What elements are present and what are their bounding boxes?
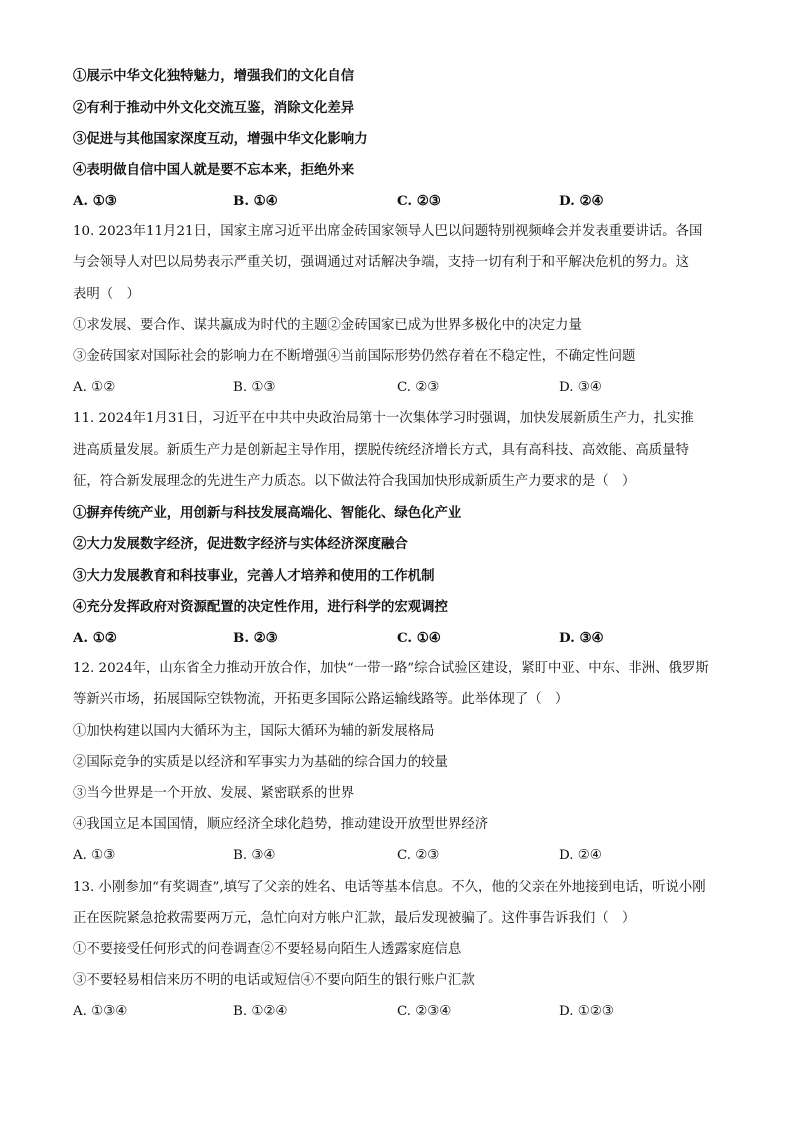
q13-stem-line-2: 正在医院紧急抢救需要两万元，急忙向对方帐户汇款，最后发现被骗了。这件事告诉我们（ ）	[73, 911, 636, 926]
q9-statement-4: ④表明做自信中国人就是要不忘本来，拒绝外来	[73, 162, 355, 178]
q11-statement-4: ④充分发挥政府对资源配置的决定性作用，进行科学的宏观调控	[73, 599, 448, 615]
q12-stem-line-2: 等新兴市场，拓展国际空铁物流，开拓更多国际公路运输线路等。此举体现了（ ）	[73, 692, 569, 707]
q10-stem-line-2: 与会领导人对巴以局势表示严重关切，强调通过对话解决争端，支持一切有利于和平解决危机的努力。这	[73, 255, 689, 270]
q10-statement-2: ③金砖国家对国际社会的影响力在不断增强④当前国际形势仍然存着在不稳定性，不确定性问题	[73, 349, 636, 364]
q13-options	[73, 1002, 733, 1022]
q9-option-c[interactable]: C. ②③	[397, 193, 441, 209]
q11-option-c[interactable]: C. ①④	[397, 630, 441, 646]
q9-options	[73, 191, 733, 211]
q11-statement-1: ①摒弃传统产业，用创新与科技发展高端化、智能化、绿色化产业	[73, 505, 462, 521]
q11-stem-line-3: 征，符合新发展理念的先进生产力质态。以下做法符合我国加快形成新质生产力要求的是（ ）	[73, 474, 636, 489]
q12-option-b[interactable]: B. ③④	[233, 848, 276, 863]
q9-option-b[interactable]: B. ①④	[233, 193, 278, 209]
q12-option-a[interactable]: A. ①③	[73, 848, 116, 863]
q10-stem-line-1: 10. 2023年11月21日，国家主席习近平出席金砖国家领导人巴以问题特别视频峰会并发表重要讲话。各国	[73, 224, 703, 239]
q11-option-a[interactable]: A. ①②	[73, 630, 117, 646]
q12-stem-line-1: 12. 2024年，山东省全力推动开放合作，加快“一带一路”综合试验区建设，紧盯中亚、中东、非洲、俄罗斯	[73, 661, 709, 676]
q10-stem-line-3: 表明（ ）	[73, 287, 140, 302]
q10-options	[73, 378, 733, 398]
q13-option-d[interactable]: D. ①②③	[559, 1004, 614, 1019]
q10-option-c[interactable]: C. ②③	[397, 380, 440, 395]
q11-stem-line-1: 11. 2024年1月31日，习近平在中共中央政治局第十一次集体学习时强调，加快发展新质生产力，扎实推	[73, 411, 694, 426]
q13-option-c[interactable]: C. ②③④	[397, 1004, 452, 1019]
q13-option-a[interactable]: A. ①③④	[73, 1004, 128, 1019]
q12-options	[73, 846, 733, 866]
q12-option-c[interactable]: C. ②③	[397, 848, 440, 863]
q12-option-d[interactable]: D. ②④	[559, 848, 602, 863]
q12-statement-1: ①加快构建以国内大循环为主，国际大循环为辅的新发展格局	[73, 724, 435, 739]
q13-statement-1: ①不要接受任何形式的问卷调查②不要轻易向陌生人透露家庭信息	[73, 942, 462, 957]
q13-option-b[interactable]: B. ①②④	[233, 1004, 288, 1019]
q11-statement-2: ②大力发展数字经济，促进数字经济与实体经济深度融合	[73, 536, 408, 552]
q11-statement-3: ③大力发展教育和科技事业，完善人才培养和使用的工作机制	[73, 568, 435, 584]
q9-option-a[interactable]: A. ①③	[73, 193, 117, 209]
q11-option-b[interactable]: B. ②③	[233, 630, 278, 646]
q10-option-d[interactable]: D. ③④	[559, 380, 602, 395]
q11-options	[73, 628, 733, 648]
q13-stem-line-1: 13. 小刚参加“有奖调查”,填写了父亲的姓名、电话等基本信息。不久，他的父亲在外地接到电话，听说小刚	[73, 880, 706, 895]
q10-option-b[interactable]: B. ①③	[233, 380, 276, 395]
q11-option-d[interactable]: D. ③④	[559, 630, 604, 646]
q9-statement-3: ③促进与其他国家深度互动，增强中华文化影响力	[73, 131, 368, 147]
q13-statement-2: ③不要轻易相信来历不明的电话或短信④不要向陌生的银行账户汇款	[73, 973, 475, 988]
q12-statement-2: ②国际竞争的实质是以经济和军事实力为基础的综合国力的较量	[73, 755, 448, 770]
q10-option-a[interactable]: A. ①②	[73, 380, 116, 395]
q10-statement-1: ①求发展、要合作、谋共赢成为时代的主题②金砖国家已成为世界多极化中的决定力量	[73, 318, 582, 333]
q11-stem-line-2: 进高质量发展。新质生产力是创新起主导作用，摆脱传统经济增长方式，具有高科技、高效能、高质量特	[73, 443, 689, 458]
q12-statement-3: ③当今世界是一个开放、发展、紧密联系的世界	[73, 786, 355, 801]
q9-statement-2: ②有利于推动中外文化交流互鉴，消除文化差异	[73, 100, 355, 116]
q9-statement-1: ①展示中华文化独特魅力，增强我们的文化自信	[73, 68, 355, 84]
q12-statement-4: ④我国立足本国国情，顺应经济全球化趋势，推动建设开放型世界经济	[73, 817, 489, 832]
q9-option-d[interactable]: D. ②④	[559, 193, 604, 209]
